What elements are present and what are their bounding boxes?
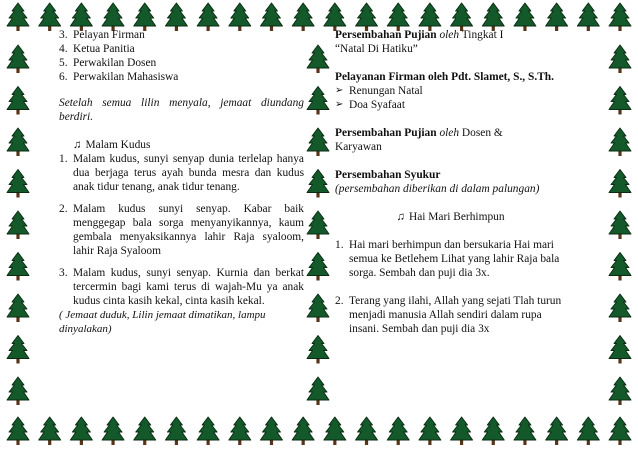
tree-icon [609,253,631,281]
tree-icon [292,3,314,31]
tree-icon [609,170,631,198]
tree-icon [70,417,92,445]
thanksgiving-note: (persembahan diberikan di dalam palungan) [335,183,540,195]
tree-icon [356,417,378,445]
tree-icon [451,417,473,445]
song-title: ♫ Hai Mari Berhimpun [396,211,505,223]
tree-icon [387,3,409,31]
song-title: ♫ Malam Kudus [73,139,151,151]
list-item: 3. Pelayan Firman [59,29,145,41]
tree-icon [229,3,251,31]
song-verse: 1. Hai mari berhimpun dan bersukaria Hai mari semua ke Betlehem Lihat yang lahir Raja bala sorga. Sembah dan puji dia 3x. [335,239,560,279]
tree-icon [7,253,29,281]
tree-icon [514,3,536,31]
thanksgiving-title: Persembahan Syukur [335,169,441,181]
offering-song-2-performer: Karyawan [335,141,382,153]
tree-icon [70,3,92,31]
tree-icon [609,45,631,73]
tree-icon [324,417,346,445]
tree-icon [307,170,329,198]
tree-icon [482,417,504,445]
song-verse: 2. Malam kudus sunyi senyap. Kabar baik menggegap bala sorga menyanyikannya, kaum gembala menyaksikannya lahir Raja syaloom, lahir Raja Syaloom [59,203,304,257]
tree-icon [307,87,329,115]
music-note-icon: ♫ [73,139,82,151]
tree-icon [546,417,568,445]
tree-icon [419,417,441,445]
song-verse: 3. Malam kudus, sunyi senyap. Kurnia dan berkat tercermin bagi kami terus di wajah-Mu ya anak kudus cinta kasih kekal, cinta kasih kekal. [59,267,304,307]
tree-icon [609,336,631,364]
offering-song-2: Persembahan Pujian oleh Dosen & [335,127,503,139]
tree-icon [609,294,631,322]
arrow-bullet-icon: ➢ [335,99,344,110]
tree-icon [7,417,29,445]
tree-icon [165,417,187,445]
tree-icon [356,3,378,31]
tree-icon [102,3,124,31]
tree-icon [307,377,329,405]
tree-icon [307,211,329,239]
left-column [59,28,304,378]
tree-icon [197,3,219,31]
tree-icon [577,3,599,31]
song-verse: 1. Malam kudus, sunyi senyap dunia terlelap hanya dua berjaga terus ayah bunda mesra dan kudus anak tidur tenang, anak tidur tenang. [59,153,304,193]
tree-icon [7,45,29,73]
tree-icon [609,211,631,239]
offering-song-1: Persembahan Pujian oleh Tingkat I [335,29,504,41]
tree-icon [7,294,29,322]
tree-icon [260,417,282,445]
list-item: 4. Ketua Panitia [59,43,135,55]
tree-icon [451,3,473,31]
tree-icon [7,170,29,198]
tree-icon [482,3,504,31]
tree-icon [324,3,346,31]
tree-icon [546,3,568,31]
tree-icon [609,417,631,445]
tree-icon [7,377,29,405]
tree-icon [134,417,156,445]
candle-instruction: Setelah semua lilin menyala, jemaat diundang berdiri. [59,97,304,123]
tree-icon [609,3,631,31]
tree-icon [307,336,329,364]
tree-icon [102,417,124,445]
tree-icon [307,294,329,322]
tree-icon [307,128,329,156]
tree-icon [229,417,251,445]
tree-icon [609,87,631,115]
tree-icon [134,3,156,31]
tree-icon [609,128,631,156]
closing-note: ( Jemaat duduk, Lilin jemaat dimatikan, lampu dinyalakan) [59,309,266,335]
tree-icon [165,3,187,31]
tree-icon [307,45,329,73]
sermon-item: ➢ Doa Syafaat [335,99,405,111]
sermon-title: Pelayanan Firman oleh Pdt. Slamet, S., S.Th. [335,71,554,83]
tree-icon [7,336,29,364]
music-note-icon: ♫ [396,211,405,223]
tree-icon [609,377,631,405]
sermon-item: ➢ Renungan Natal [335,85,423,97]
tree-icon [260,3,282,31]
offering-song-1-title: “Natal Di Hatiku” [335,43,418,55]
tree-icon [577,417,599,445]
list-item: 5. Perwakilan Dosen [59,57,157,69]
tree-icon [7,128,29,156]
tree-icon [197,417,219,445]
tree-icon [387,417,409,445]
arrow-bullet-icon: ➢ [335,85,344,96]
tree-icon [419,3,441,31]
tree-icon [292,417,314,445]
tree-icon [39,417,61,445]
tree-icon [307,253,329,281]
tree-icon [39,3,61,31]
tree-icon [7,211,29,239]
list-item: 6. Perwakilan Mahasiswa [59,71,179,83]
song-verse: 2. Terang yang ilahi, Allah yang sejati Tlah turun menjadi manusia Allah sendiri dalam rupa insani. Sembah dan puji dia 3x [335,295,562,335]
tree-icon [7,3,29,31]
tree-icon [514,417,536,445]
participant-list [59,28,304,84]
right-column [335,28,566,378]
tree-icon [7,87,29,115]
